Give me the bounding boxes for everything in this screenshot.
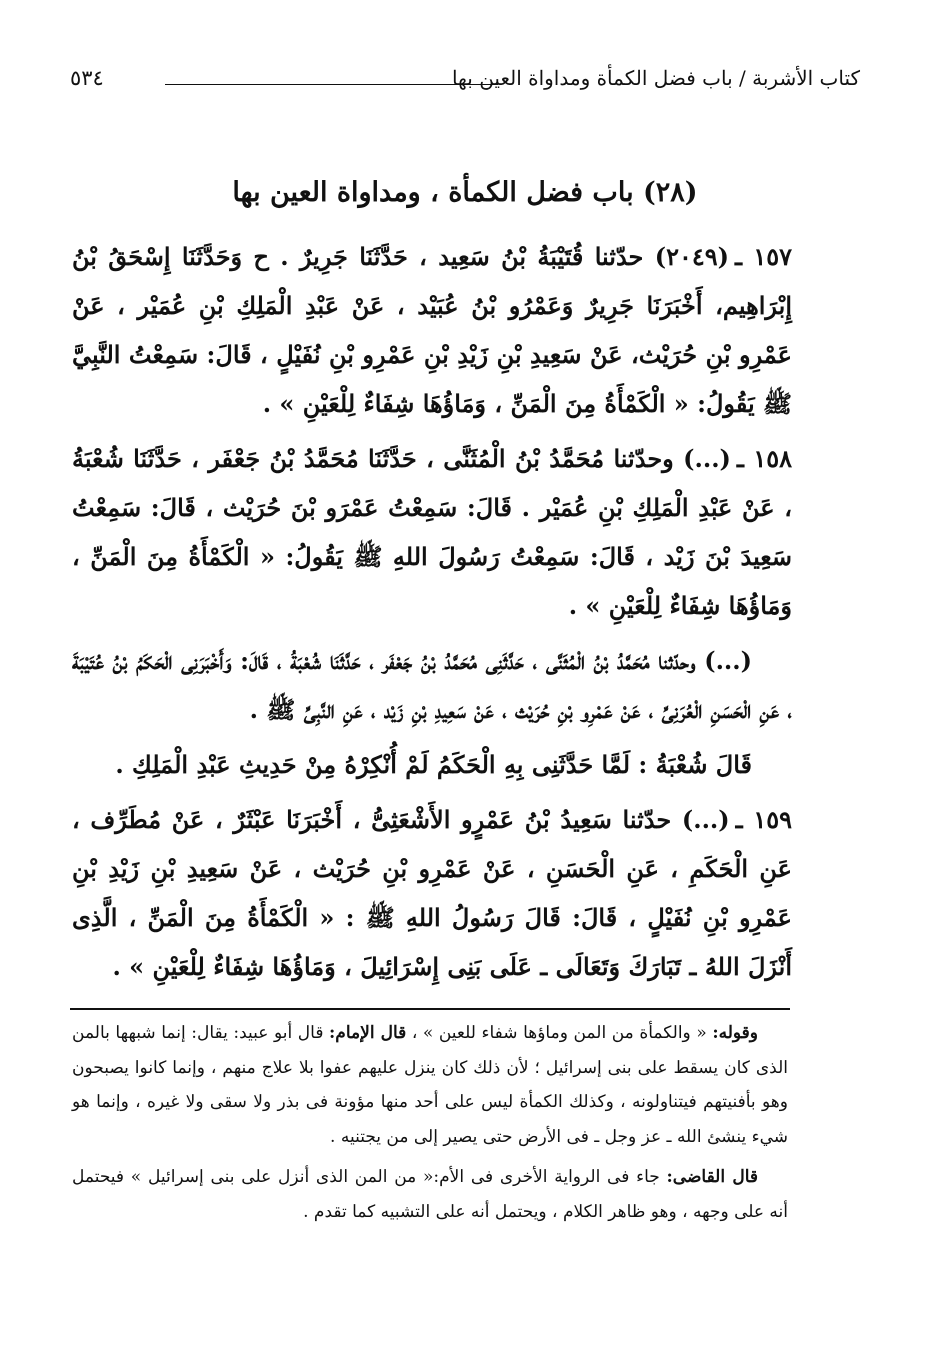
header-rule (165, 84, 498, 85)
hadith-body: (...) وحدّثنا مُحَمَّدُ بْنُ الْمُثَنَّى ، حَدَّثَنِى مُحَمَّدُ بْنُ جَعْفَر ، حَدَّثَنَا شُعْبَةُ ، قَالَ: وَأَخْبَرَنِى الْحَكَمُ بْنُ عُتَيْبَةَ ، عَنِ الْحَسَنِ الْعُرَنِىِّ ، عَنْ عَمْرِو بْنِ حُرَيْث ، عَنْ سَعِيدِ بْنِ زَيْد ، عَنِ النَّبِىِّ ﷺ . (72, 646, 792, 724)
shuba-remark (72, 740, 792, 789)
hadith-text (72, 232, 792, 997)
hadith-number: ١٥٩ ـ (735, 805, 792, 834)
commentary-lead: قال الإمام: (329, 1023, 407, 1043)
hadith-number: ١٥٨ ـ (736, 444, 793, 473)
hadith-number: ١٥٧ ـ (734, 242, 792, 271)
hadith-body: (٢٠٤٩) حدّثنا قُتَيْبَةُ بْنُ سَعِيد ، حَدَّثَنَا جَرِيرٌ . ح وَحَدَّثَنَا إِسْحَقُ بْنُ إِبْرَاهِيم، أَخْبَرَنَا جَرِيرٌ وَعَمْرُو بْنُ عُبَيْد ، عَنْ عَبْدِ الْمَلِكِ بْنِ عُمَيْر ، عَنْ عَمْرِو بْنِ حُرَيْث، عَنْ سَعِيدِ بْنِ زَيْدِ بْنِ عَمْرِو بْنِ نُفَيْلٍ ، قَالَ: سَمِعْتُ النَّبِيَّ ﷺ يَقُولُ: « الْكَمْأَةُ مِنَ الْمَنِّ ، وَمَاؤُهَا شِفَاءٌ لِلْعَيْنِ » . (72, 242, 792, 418)
hadith-159 (72, 795, 792, 991)
hadith-body: (...) وحدّثنا مُحَمَّدُ بْنُ الْمُثَنَّى ، حَدَّثَنَا مُحَمَّدُ بْنُ جَعْفَر ، حَدَّثَنَا شُعْبَةُ ، عَنْ عَبْدِ الْمَلِكِ بْنِ عُمَيْر . قَالَ: سَمِعْتُ عَمْرَو بْنَ حُرَيْث ، قَالَ: سَمِعْتُ سَعِيدَ بْنَ زَيْد ، قَالَ: سَمِعْتُ رَسُولَ اللهِ ﷺ يَقُولُ: « الْكَمْأَةُ مِنَ الْمَنِّ ، وَمَاؤُهَا شِفَاءٌ لِلْعَيْنِ » . (72, 444, 792, 620)
running-title: كتاب الأشربة / باب فضل الكمأة ومداواة العين بها (451, 66, 860, 90)
commentary-lead: قال القاضى: (666, 1167, 758, 1187)
hadith-157 (72, 232, 792, 428)
footnote-separator (70, 1008, 790, 1010)
page-number: ٥٣٤ (70, 66, 104, 90)
hadith-body: قَالَ شُعْبَةُ : لَمَّا حَدَّثَنِى بِهِ الْحَكَمُ لَمْ أُنْكِرْهُ مِنْ حَدِيثِ عَبْدِ الْمَلِكِ . (115, 750, 752, 779)
hadith-158-variant (72, 636, 792, 734)
commentary-qadi (72, 1160, 788, 1229)
commentary-body: جاء فى الرواية الأخرى فى الأم:« من المن الذى أنزل على بنى إسرائيل » فيحتمل أنه على وجهه ، وهو ظاهر الكلام ، ويحتمل أنه على التشبيه كما تقدم . (72, 1167, 788, 1222)
commentary (72, 1016, 788, 1235)
chapter-heading: (٢٨) باب فضل الكمأة ، ومداواة العين بها (232, 177, 698, 208)
commentary-body: قال أبو عبيد: يقال: إنما شبهها بالمن الذى كان يسقط على بنى إسرائيل ؛ لأن ذلك كان ينزل عليهم عفوا بلا علاج منهم ، وإنما كانوا يصبحون وهو بأفنيتهم فيتناولونه ، وكذلك الكمأة ليس على أحد منها مؤونة فى بذر ولا سقى ولا غيره ، وإنما هو شيء ينشئ الله ـ عز وجل ـ فى الأرض حتى يصير إلى من يجتنيه . (72, 1023, 788, 1147)
running-header (70, 58, 860, 98)
commentary-lead: وقوله: (712, 1023, 758, 1043)
commentary-quote: « والكمأة من المن وماؤها شفاء للعين » ، (406, 1023, 707, 1043)
hadith-158 (72, 434, 792, 630)
commentary-imam (72, 1016, 788, 1154)
hadith-body: (...) حدّثنا سَعِيدُ بْنُ عَمْرٍو الأَشْعَثِىُّ ، أَخْبَرَنَا عَبْثَرٌ ، عَنْ مُطَرِّف ، عَنِ الْحَكَمِ ، عَنِ الْحَسَنِ ، عَنْ عَمْرِو بْنِ حُرَيْث ، عَنْ سَعِيدِ بْنِ زَيْدِ بْنِ عَمْرِو بْنِ نُفَيْلٍ ، قَالَ: قَالَ رَسُولُ اللهِ ﷺ : « الْكَمْأَةُ مِنَ الْمَنِّ ، الَّذِى أَنْزَلَ اللهُ ـ تَبَارَكَ وَتَعَالَى ـ عَلَى بَنِى إِسْرَائِيلَ ، وَمَاؤُهَا شِفَاءٌ لِلْعَيْنِ » . (72, 805, 792, 981)
